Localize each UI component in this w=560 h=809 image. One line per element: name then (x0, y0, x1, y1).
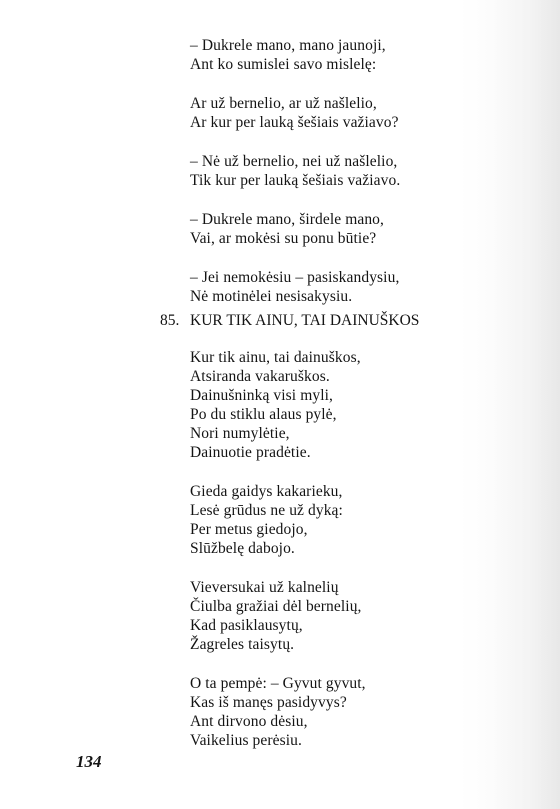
verse-line: Po du stiklu alaus pylė, (190, 406, 337, 423)
verse-line: Kad pasiklausytų, (190, 617, 303, 634)
stanza (190, 578, 490, 654)
verse-line: – Jei nemokėsiu – pasiskandysiu, (190, 269, 400, 286)
song-number: 85. (160, 312, 180, 329)
verse-line: Žagreles taisytų. (190, 636, 295, 653)
verse-line: Ant ko sumislei savo mislelę: (190, 56, 377, 73)
stanza (190, 348, 490, 462)
verse-line: Per metus giedojo, (190, 521, 308, 538)
stanza (190, 94, 490, 132)
verse-line: – Dukrele mano, mano jaunoji, (190, 37, 386, 54)
verse-line: Vaikelius perėsiu. (190, 732, 302, 749)
verse-line: O ta pempė: – Gyvut gyvut, (190, 675, 366, 692)
verse-line: Vieversukai už kalnelių (190, 579, 339, 596)
previous-song-text (190, 36, 490, 326)
stanza (190, 36, 490, 74)
stanza (190, 152, 490, 190)
verse-line: – Dukrele mano, širdele mano, (190, 211, 385, 228)
verse-line: Nė motinėlei nesisakysiu. (190, 288, 353, 305)
verse-line: Ant dirvono dėsiu, (190, 713, 308, 730)
verse-line: Dainušninką visi myli, (190, 387, 333, 404)
page-edge-shadow (490, 0, 560, 809)
song-text (190, 348, 490, 770)
verse-line: Kur tik ainu, tai dainuškos, (190, 349, 361, 366)
verse-line: Ar kur per lauką šešiais važiavo? (190, 114, 399, 131)
song-heading (160, 311, 419, 330)
stanza (190, 482, 490, 558)
verse-line: Nori numylėtie, (190, 425, 290, 442)
page-number: 134 (76, 752, 102, 771)
verse-line: Tik kur per lauką šešiais važiavo. (190, 172, 401, 189)
stanza (190, 210, 490, 248)
verse-line: Vai, ar mokėsi su ponu būtie? (190, 230, 377, 247)
verse-line: Kas iš manęs pasidyvys? (190, 694, 347, 711)
verse-line: Ar už bernelio, ar už našlelio, (190, 95, 377, 112)
verse-line: Slūžbelę dabojo. (190, 540, 295, 557)
verse-line: Dainuotie pradėtie. (190, 444, 311, 461)
verse-line: – Nė už bernelio, nei už našlelio, (190, 153, 398, 170)
verse-line: Atsiranda vakaruškos. (190, 368, 330, 385)
stanza (190, 268, 490, 306)
verse-line: Lesė grūdus ne už dyką: (190, 502, 343, 519)
stanza (190, 674, 490, 750)
song-title: KUR TIK AINU, TAI DAINUŠKOS (190, 312, 420, 329)
verse-line: Gieda gaidys kakarieku, (190, 483, 343, 500)
verse-line: Čiulba gražiai dėl bernelių, (190, 598, 362, 615)
